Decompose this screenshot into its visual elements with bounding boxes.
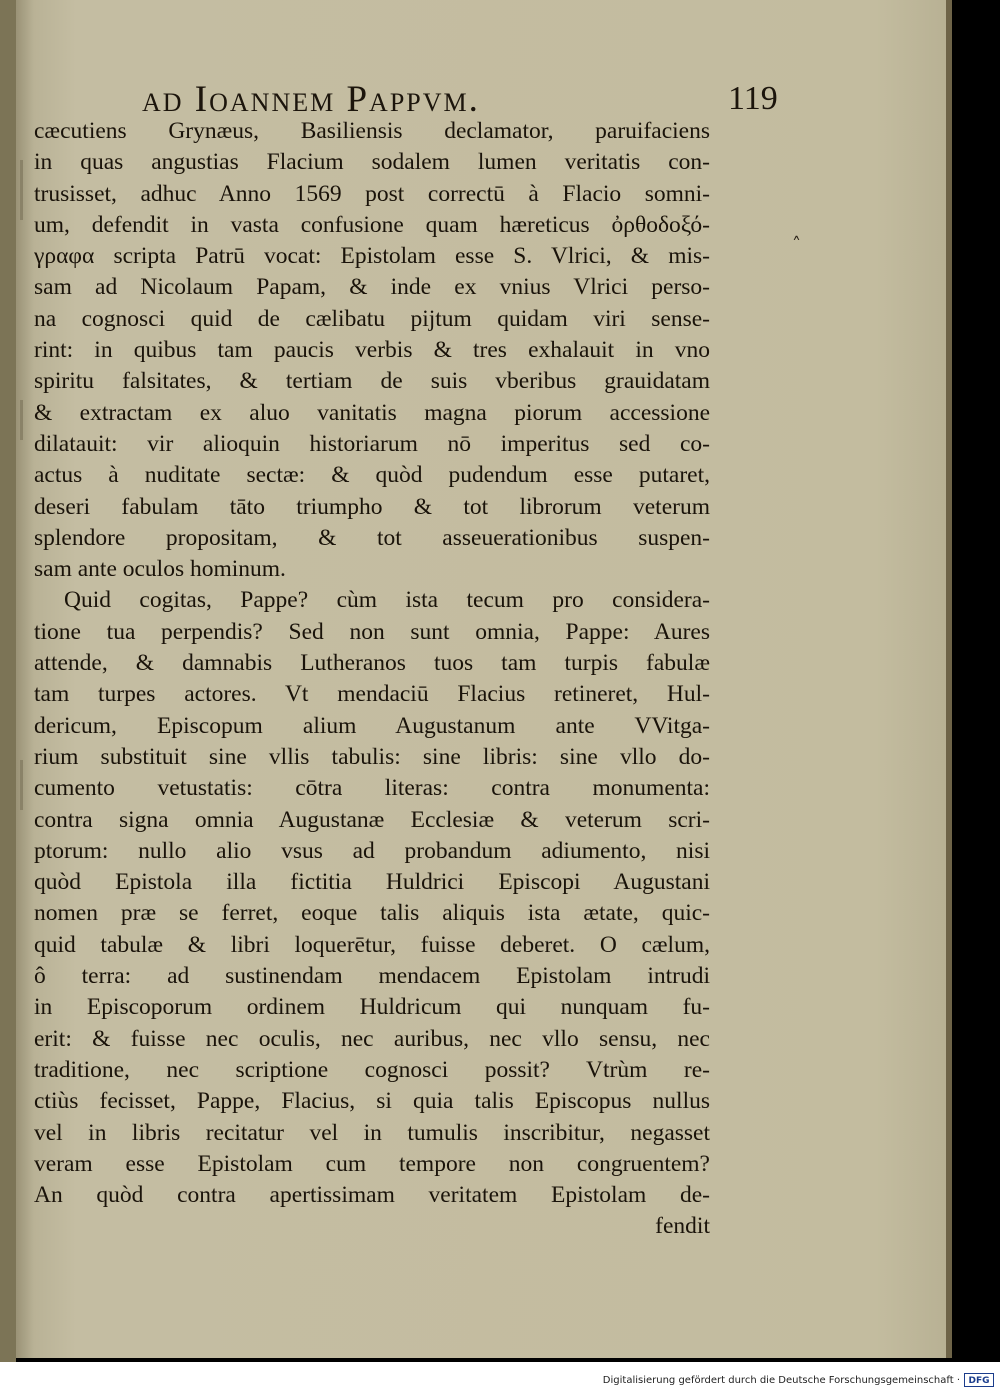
text-line: actus à nuditate sectæ: & quòd pudendum esse putaret,: [34, 462, 710, 489]
text-line: ptorum: nullo alio vsus ad probandum adiumento, nisi: [34, 837, 710, 864]
text-line: traditione, nec scriptione cognosci possit? Vtrùm re-: [34, 1056, 710, 1083]
text-line: tam turpes actores. Vt mendaciū Flacius retineret, Hul-: [34, 681, 710, 708]
text-line: Quid cogitas, Pappe? cùm ista tecum pro considera-: [64, 587, 710, 614]
text-line: An quòd contra apertissimam veritatem Epistolam de-: [34, 1182, 710, 1209]
text-line: quid tabulæ & libri loquerētur, fuisse deberet. O cælum,: [34, 931, 710, 958]
text-line: in quas angustias Flacium sodalem lumen veritatis con-: [34, 149, 710, 176]
text-line: tione tua perpendis? Sed non sunt omnia, Pappe: Aures: [34, 618, 710, 645]
text-line: nomen præ se ferret, eoque talis aliquis ista ætate, quic-: [34, 900, 710, 927]
margin-mark: ˄: [792, 234, 801, 255]
text-line: um, defendit in vasta confusione quam hæreticus ὀρθοδοξό-: [34, 211, 710, 238]
text-line: in Episcoporum ordinem Huldricum qui nunquam fu-: [34, 994, 710, 1021]
running-head: ad Ioannem Pappvm.: [142, 79, 480, 120]
margin-rule: [20, 160, 23, 220]
text-line: rint: in quibus tam paucis verbis & tres exhalauit in vno: [34, 337, 710, 364]
text-line: attende, & damnabis Lutheranos tuos tam turpis fabulæ: [34, 650, 710, 677]
text-line: rium substituit sine vllis tabulis: sine libris: sine vllo do-: [34, 743, 710, 770]
text-line: contra signa omnia Augustanæ Ecclesiæ & veterum scri-: [34, 806, 710, 833]
margin-rule: [20, 760, 23, 810]
funding-credit: Digitalisierung gefördert durch die Deutsche Forschungsgemeinschaft ·: [602, 1375, 960, 1386]
text-line: ô terra: ad sustinendam mendacem Epistolam intrudi: [34, 963, 710, 990]
scan-frame-left: [0, 0, 16, 1362]
text-line: cumento vetustatis: cōtra literas: contra monumenta:: [34, 775, 710, 802]
text-line: & extractam ex aluo vanitatis magna piorum accessione: [34, 399, 710, 426]
text-line: ctiùs fecisset, Pappe, Flacius, si quia talis Episcopus nullus: [34, 1088, 710, 1115]
text-line: sam ante oculos hominum.: [34, 556, 286, 583]
text-line: quòd Epistola illa fictitia Huldrici Episcopi Augustani: [34, 869, 710, 896]
text-line: γραφα scripta Patrū vocat: Epistolam esse S. Vlrici, & mis-: [34, 243, 710, 270]
text-line: splendore propositam, & tot asseuerationibus suspen-: [34, 524, 710, 551]
text-line: erit: & fuisse nec oculis, nec auribus, nec vllo sensu, nec: [34, 1025, 710, 1052]
text-line: spiritu falsitates, & tertiam de suis vberibus grauidatam: [34, 368, 710, 395]
footer-bar: [0, 1362, 1000, 1391]
text-line: veram esse Epistolam cum tempore non congruentem?: [34, 1150, 710, 1177]
text-line: dilatauit: vir alioquin historiarum nō imperitus sed co-: [34, 430, 710, 457]
page-number: 119: [728, 80, 778, 117]
text-line: dericum, Episcopum alium Augustanum ante VVitga-: [34, 712, 710, 739]
text-line: fendit: [655, 1213, 710, 1240]
text-line: vel in libris recitatur vel in tumulis inscribitur, negasset: [34, 1119, 710, 1146]
page-edge: [946, 0, 952, 1358]
body-text: [34, 116, 710, 1243]
text-line: na cognosci quid de cælibatu pijtum quidam viri sense-: [34, 305, 710, 332]
margin-rule: [20, 400, 23, 440]
text-line: deseri fabulam tāto triumpho & tot librorum veterum: [34, 493, 710, 520]
text-line: cæcutiens Grynæus, Basiliensis declamator, paruifaciens: [34, 118, 710, 144]
text-line: sam ad Nicolaum Papam, & inde ex vnius Vlrici perso-: [34, 274, 710, 301]
text-line: trusisset, adhuc Anno 1569 post correctū à Flacio somni-: [34, 180, 710, 207]
dfg-logo: DFG: [964, 1373, 994, 1387]
